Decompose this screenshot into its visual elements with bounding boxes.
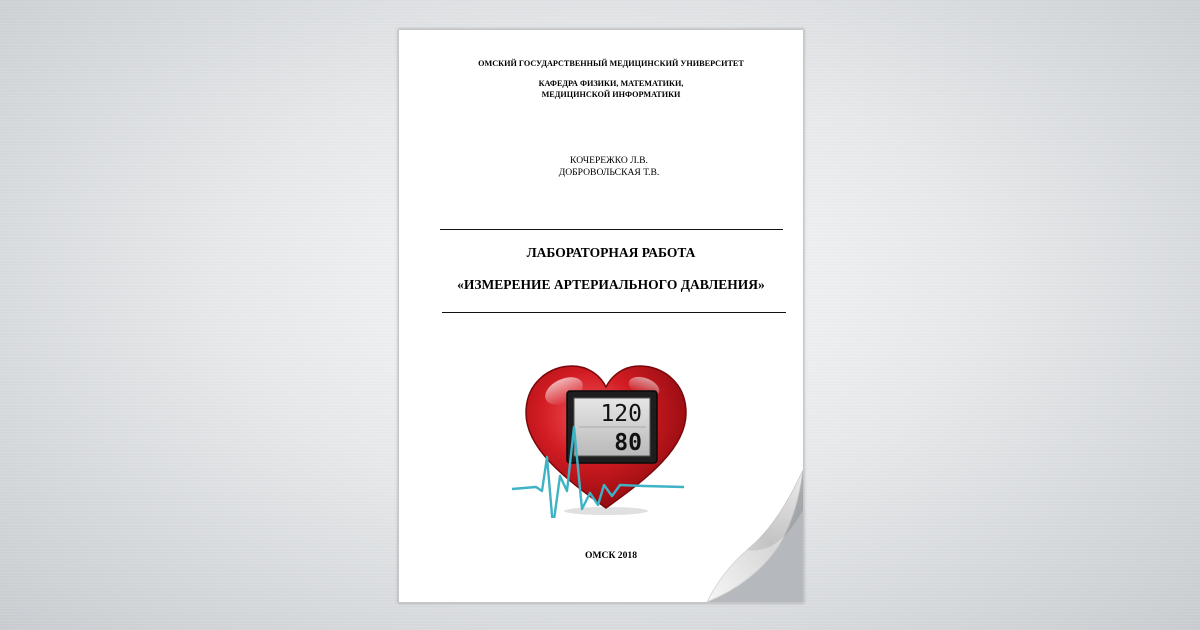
author-2: ДОБРОВОЛЬСКАЯ Т.В. bbox=[558, 167, 660, 178]
document-title-line-2: «ИЗМЕРЕНИЕ АРТЕРИАЛЬНОГО ДАВЛЕНИЯ» bbox=[457, 277, 765, 292]
city-year: ОМСК 2018 bbox=[585, 550, 637, 561]
document-title-line-1: ЛАБОРАТОРНАЯ РАБОТА bbox=[526, 245, 696, 260]
diastolic-reading: 80 bbox=[614, 430, 642, 456]
department-line-1: КАФЕДРА ФИЗИКИ, МАТЕМАТИКИ, bbox=[538, 79, 684, 88]
bottom-divider bbox=[442, 312, 786, 313]
page-curl-icon bbox=[707, 470, 803, 602]
document-page bbox=[398, 29, 804, 603]
heart-icon bbox=[494, 353, 719, 518]
top-divider bbox=[440, 229, 783, 230]
department-line-2: МЕДИЦИНСКОЙ ИНФОРМАТИКИ bbox=[541, 90, 681, 99]
heart-tonometer-illustration bbox=[494, 353, 719, 518]
author-1: КОЧЕРЕЖКО Л.В. bbox=[570, 155, 648, 166]
university-name: ОМСКИЙ ГОСУДАРСТВЕННЫЙ МЕДИЦИНСКИЙ УНИВЕРСИТЕТ bbox=[478, 59, 744, 68]
systolic-reading: 120 bbox=[600, 401, 642, 427]
